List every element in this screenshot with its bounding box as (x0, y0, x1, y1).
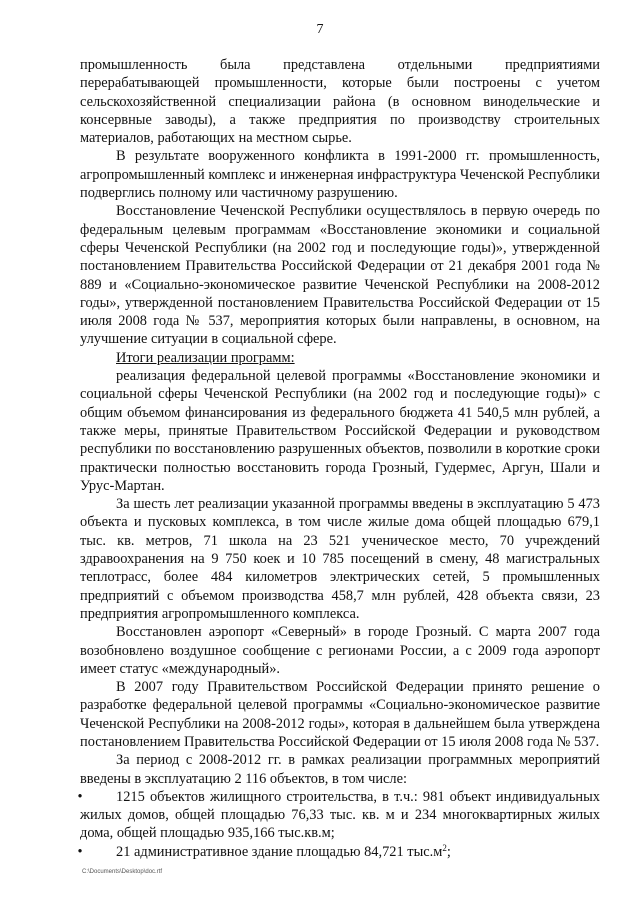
superscript: 2 (442, 842, 447, 853)
bullet-text-main: 21 административное здание площадью 84,721 тыс.м (116, 843, 443, 860)
bullet-text-end: ; (446, 843, 451, 860)
page-number: 7 (316, 22, 324, 37)
bullet-item (77, 842, 600, 861)
bullet-item (77, 788, 600, 843)
bullet-icon: • (77, 843, 83, 860)
document-body (77, 56, 600, 861)
paragraph: промышленность была представлена отдельными предприятиями перерабатывающей промышленности, которые были построены с учетом сельскохозяйственной специализации района (в основном винодельческие и консервные заводы), а также предприятия по производству строительных материалов, работающих на местном сырье. (80, 57, 600, 147)
paragraph: Восстановление Чеченской Республики осуществлялось в первую очередь по федеральным целевым программам «Восстановление экономики и социальной сферы Чеченской Республики (на 2002 год и последующие годы)», утвержденной постановлением Правительства Российской Федерации от 21 декабря 2001 года № 889 и «Социально-экономическое развитие Чеченской Республики на 2008-2012 годы», утвержденной постановлением Правительства Российской Федерации от 15 июля 2008 года № 537, мероприятия которых были направлены, в основном, на улучшение ситуации в социальной сфере. (80, 203, 600, 348)
bullet-icon: • (77, 788, 83, 805)
paragraph: За шесть лет реализации указанной программы введены в эксплуатацию 5 473 объекта и пусковых комплекса, в том числе жилые дома общей площадью 679,1 тыс. кв. метров, 71 школа на 23 521 ученическое место, 70 учреждений здравоохранения на 9 750 коек и 10 785 посещений в смену, 48 магистральных теплотрасс, более 484 километров электрических сетей, 5 промышленных предприятий с объемом производства 458,7 млн рублей, 428 объекта связи, 23 предприятия агропромышленного комплекса. (80, 496, 600, 622)
bullet-text (80, 843, 600, 861)
paragraph: Восстановлен аэропорт «Северный» в городе Грозный. С марта 2007 года возобновлено воздушное сообщение с регионами России, а с 2009 года аэропорт имеет статус «международный». (80, 624, 600, 677)
footer-path: C:\Documents\Desktop\doc.rtf (82, 869, 163, 875)
paragraph: реализация федеральной целевой программы «Восстановление экономики и социальной сферы Чеченской Республики (на 2002 год и последующие годы)» с общим объемом финансирования из федерального бюджета 41 540,5 млн рублей, а также меры, принятые Правительством Российской Федерации и руководством республики по восстановлению разрушенных объектов, позволили в короткие сроки практически полностью восстановить города Грозный, Гудермес, Аргун, Шали и Урус-Мартан. (80, 368, 600, 494)
paragraph: В 2007 году Правительством Российской Федерации принято решение о разработке федеральной целевой программы «Социально-экономическое развитие Чеченской Республики на 2008-2012 годы», которая в дальнейшем была утверждена постановлением Правительства Российской Федерации от 15 июля 2008 года № 537. (80, 679, 600, 750)
paragraph: За период с 2008-2012 гг. в рамках реализации программных мероприятий введены в эксплуатацию 2 116 объектов, в том числе: (80, 752, 600, 787)
section-heading: Итоги реализации программ: (116, 349, 295, 366)
bullet-text: 1215 объектов жилищного строительства, в т.ч.: 981 объект индивидуальных жилых домов, общей площадью 76,33 тыс. кв. м и 234 многоквартирных жилых дома, общей площадью 935,166 тыс.кв.м; (80, 788, 600, 842)
paragraph: В результате вооруженного конфликта в 1991-2000 гг. промышленность, агропромышленный комплекс и инженерная инфраструктура Чеченской Республики подверглись полному или частичному разрушению. (80, 148, 600, 202)
